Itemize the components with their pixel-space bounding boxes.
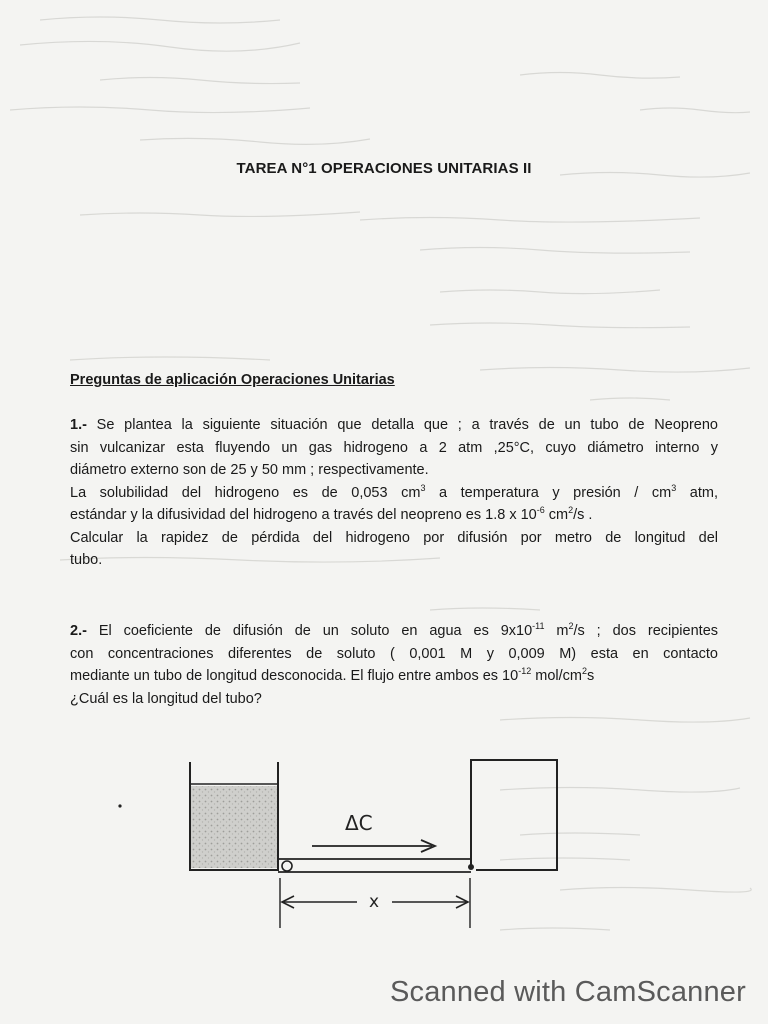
stray-dot	[118, 804, 121, 807]
q1-line-3: diámetro externo son de 25 y 50 mm ; respectivamente.	[70, 462, 429, 478]
right-container	[471, 760, 557, 870]
connecting-tube	[278, 859, 474, 872]
delta-c-label: ΔC	[345, 811, 373, 835]
q2-line-4: ¿Cuál es la longitud del tubo?	[70, 690, 262, 707]
q1-line-6: Calcular la rapidez de pérdida del hidrogeno por difusión por metro de longitud del	[70, 529, 718, 546]
right-container-walls	[471, 760, 557, 870]
camscanner-watermark: Scanned with CamScanner	[389, 976, 746, 1008]
length-label: x	[369, 892, 380, 912]
q2-line-2: con concentraciones diferentes de soluto ( 0,001 M y 0,009 M) esta en contacto	[70, 645, 718, 662]
question-2	[70, 620, 718, 710]
q1-line-7: tubo.	[70, 552, 103, 568]
q2-line-3: mediante un tubo de longitud desconocida. El flujo entre ambos es $10^{-12}$ mol/$cm^2s$	[70, 666, 595, 684]
q2-number: 2.-	[70, 623, 87, 639]
q1-line-1: 1.- Se plantea la siguiente situación que detalla que ; a través de un tubo de Neopreno	[70, 417, 718, 433]
left-container-liquid	[191, 786, 278, 868]
q1-line-5: estándar y la difusividad del hidrogeno a través del neopreno es 1.8 x $10^{-6}$ $cm^2/s$ .	[70, 505, 593, 523]
section-title: Preguntas de aplicación Operaciones Unitarias	[70, 372, 395, 388]
delta-c-arrow	[312, 811, 435, 852]
left-container	[190, 762, 278, 870]
q1-line-2: sin vulcanizar esta fluyendo un gas hidrogeno a 2 atm ,25°C, cuyo diámetro interno y	[70, 439, 718, 456]
q1-line-4: La solubilidad del hidrogeno es de 0,053 $cm^3$ a temperatura y presión / $cm^3$ atm,	[70, 482, 718, 501]
tube-joint-right	[468, 864, 474, 870]
q1-number: 1.-	[70, 417, 87, 433]
page-title: TAREA N°1 OPERACIONES UNITARIAS II	[236, 160, 532, 177]
length-dimension	[280, 878, 470, 928]
diffusion-diagram	[0, 740, 768, 940]
q2-line-1: 2.- El coeficiente de difusión de un soluto en agua es $9x10^{-11}$ $m^2/s$ ; dos recipientes	[70, 621, 719, 639]
question-1	[70, 414, 718, 572]
tube-valve-left	[282, 861, 292, 871]
